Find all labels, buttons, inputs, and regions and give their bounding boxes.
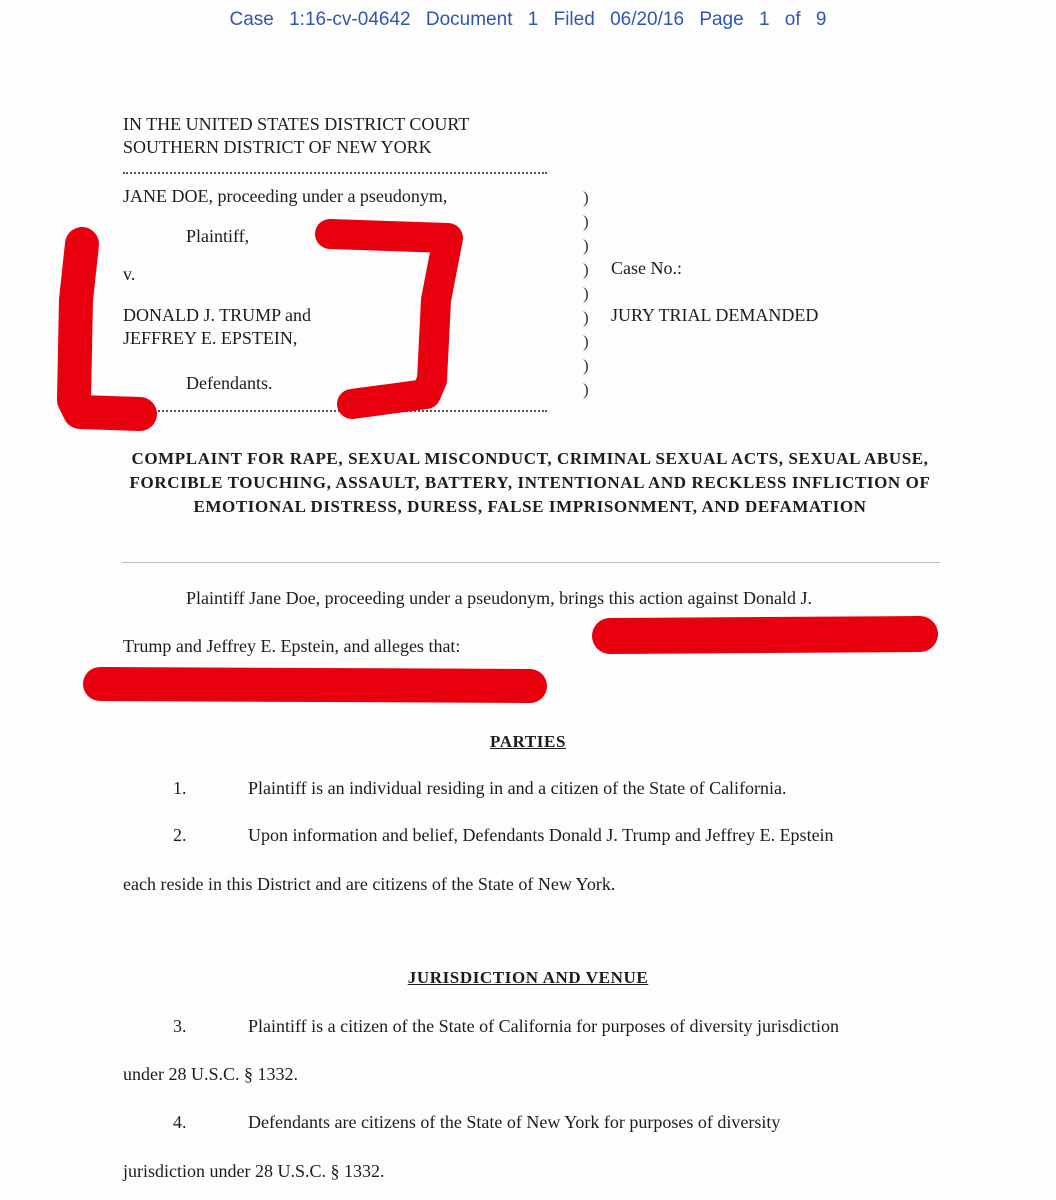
paragraph-4-continuation: jurisdiction under 28 U.S.C. § 1332.: [123, 1161, 385, 1181]
court-name-line1: IN THE UNITED STATES DISTRICT COURT: [123, 114, 470, 134]
red-underline-left: [100, 684, 530, 686]
case-no-label: Case No.:: [611, 258, 682, 278]
court-name-line2: SOUTHERN DISTRICT OF NEW YORK: [123, 137, 432, 157]
paragraph-4-number: 4.: [173, 1112, 187, 1132]
paragraph-1-number: 1.: [173, 778, 187, 798]
paragraph-3-text: Plaintiff is a citizen of the State of California for purposes of diversity jurisdiction: [248, 1016, 840, 1036]
red-underline-right: [610, 634, 920, 636]
page-indicator: Page 1 of 9: [699, 9, 827, 30]
paragraph-2-text: Upon information and belief, Defendants Donald J. Trump and Jeffrey E. Epstein: [248, 825, 834, 845]
defendant-role: Defendants.: [186, 373, 273, 393]
defendant-name-1: DONALD J. TRUMP and: [123, 305, 312, 325]
paragraph-3-number: 3.: [173, 1016, 187, 1036]
jury-demand: JURY TRIAL DEMANDED: [611, 305, 819, 325]
red-bracket-right: [330, 234, 448, 404]
parties-heading: PARTIES: [489, 732, 567, 751]
jurisdiction-heading: JURISDICTION AND VENUE: [407, 968, 649, 987]
defendant-name-2: JEFFREY E. EPSTEIN,: [123, 328, 298, 348]
versus-label: v.: [123, 264, 136, 284]
complaint-title: COMPLAINT FOR RAPE, SEXUAL MISCONDUCT, CRIMINAL SEXUAL ACTS, SEXUAL ABUSE, FORCIBLE TOUCHING, ASSAULT, BATTERY, INTENTIONAL AND RECKLESS INFLICTION OF EMOTIONAL DISTRESS, DURESS, FALSE IMPRISONMENT, AND DEFAMATION: [129, 449, 931, 516]
caption-parentheses: ) ) ) ) ) ) ) ) ): [583, 188, 589, 399]
paragraph-1-text: Plaintiff is an individual residing in and a citizen of the State of California.: [248, 778, 787, 798]
intro-line-2: Trump and Jeffrey E. Epstein, and alleges that:: [123, 636, 461, 656]
paragraph-4-text: Defendants are citizens of the State of New York for purposes of diversity: [248, 1112, 781, 1132]
paragraph-2-number: 2.: [173, 825, 187, 845]
paragraph-2-continuation: each reside in this District and are citizens of the State of New York.: [123, 874, 616, 894]
red-bracket-left: [74, 244, 140, 414]
document-number: Document 1: [425, 9, 539, 30]
paragraph-3-continuation: under 28 U.S.C. § 1332.: [123, 1064, 298, 1084]
filed-date: Filed 06/20/16: [553, 9, 685, 30]
case-number: Case 1:16-cv-04642: [229, 9, 411, 30]
plaintiff-name: JANE DOE, proceeding under a pseudonym,: [123, 186, 448, 206]
plaintiff-role: Plaintiff,: [186, 226, 250, 246]
intro-line-1: Plaintiff Jane Doe, proceeding under a pseudonym, brings this action against Donald J.: [186, 588, 813, 608]
